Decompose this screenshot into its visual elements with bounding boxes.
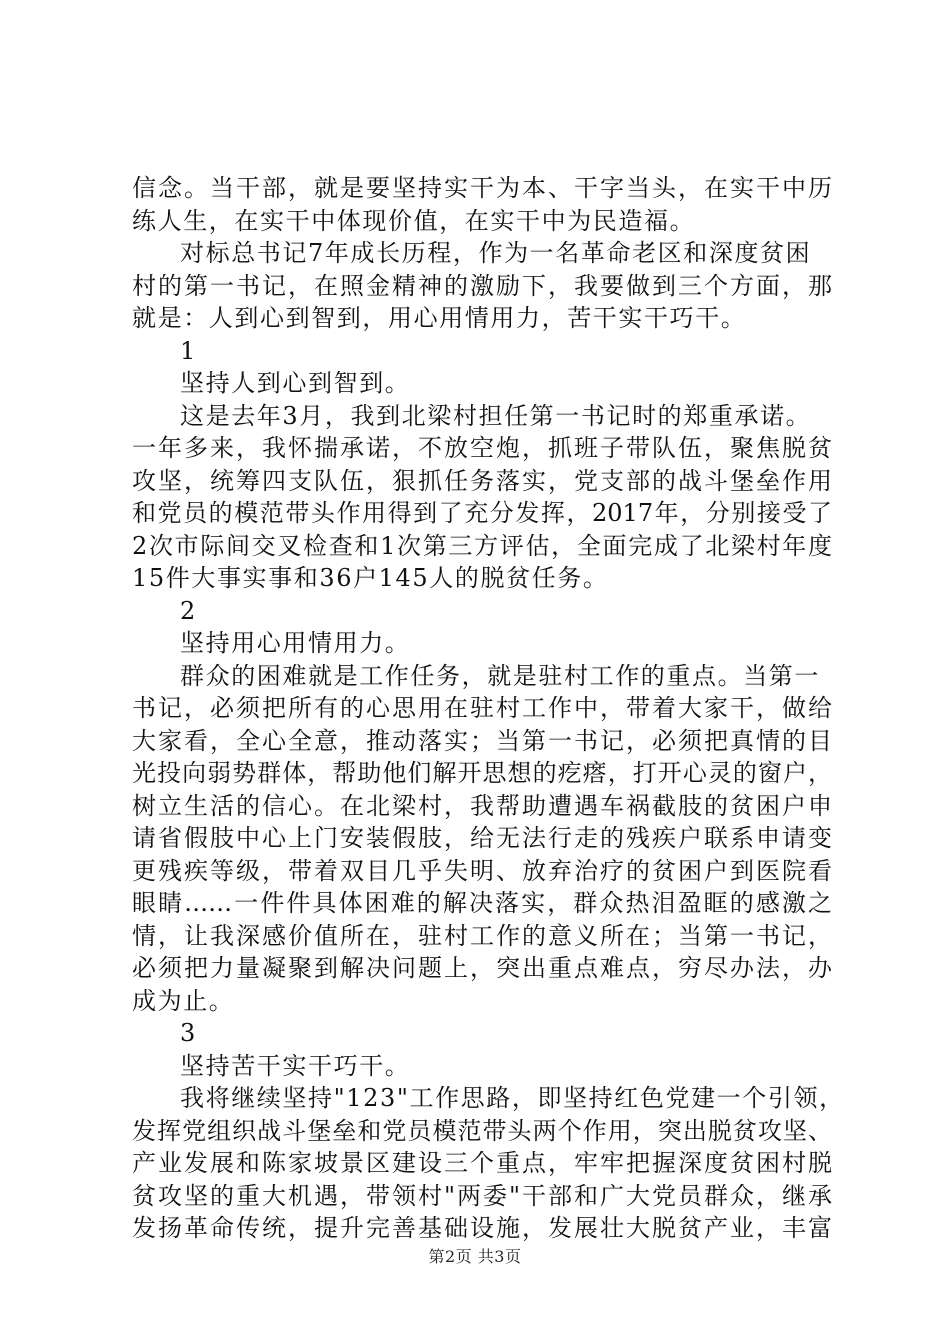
document-body <box>132 172 845 1245</box>
text-line: 树立生活的信心。在北梁村，我帮助遭遇车祸截肢的贫困户申 <box>132 791 832 820</box>
section-heading: 坚持苦干实干巧干。 <box>180 1051 411 1080</box>
text-line: 发扬革命传统，提升完善基础设施，发展壮大脱贫产业，丰富 <box>132 1214 832 1242</box>
text-line: 信念。当干部，就是要坚持实干为本、干字当头，在实干中历 <box>132 174 832 202</box>
text-line: 和党员的模范带头作用得到了充分发挥，2017年，分别接受了 <box>132 499 832 527</box>
text-line: 光投向弱势群体，帮助他们解开思想的疙瘩，打开心灵的窗户， <box>132 759 832 787</box>
text-line: 练人生，在实干中体现价值，在实干中为民造福。 <box>132 206 696 235</box>
paragraph-start-line: 群众的困难就是工作任务，就是驻村工作的重点。当第一 <box>180 661 820 690</box>
text-line: 村的第一书记，在照金精神的激励下，我要做到三个方面，那 <box>132 271 832 300</box>
text-line: 成为止。 <box>132 986 235 1015</box>
text-line: 眼睛……一件件具体困难的解决落实，群众热泪盈眶的感激之 <box>132 889 832 917</box>
text-line: 大家看，全心全意，推动落实；当第一书记，必须把真情的目 <box>132 726 832 755</box>
paragraph-start-line: 这是去年3月，我到北梁村担任第一书记时的郑重承诺。 <box>180 401 812 430</box>
text-line: 就是：人到心到智到，用心用情用力，苦干实干巧干。 <box>132 304 747 332</box>
text-line: 贫攻坚的重大机遇，带领村"两委"干部和广大党员群众，继承 <box>132 1181 832 1210</box>
text-line: 产业发展和陈家坡景区建设三个重点，牢牢把握深度贫困村脱 <box>132 1149 832 1177</box>
text-line: 更残疾等级，带着双目几乎失明、放弃治疗的贫困户到医院看 <box>132 856 832 885</box>
page-number-footer: 第2页 共3页 <box>428 1247 522 1266</box>
text-line: 2次市际间交叉检查和1次第三方评估，全面完成了北梁村年度 <box>132 531 832 560</box>
section-heading: 坚持人到心到智到。 <box>180 369 411 397</box>
paragraph-start-line: 我将继续坚持"123"工作思路，即坚持红色党建一个引领， <box>180 1084 845 1112</box>
section-heading: 坚持用心用情用力。 <box>180 629 411 657</box>
text-line: 必须把力量凝聚到解决问题上，突出重点难点，穷尽办法，办 <box>132 954 832 982</box>
text-line: 发挥党组织战斗堡垒和党员模范带头两个作用，突出脱贫攻坚、 <box>132 1116 832 1145</box>
text-line: 情，让我深感价值所在，驻村工作的意义所在；当第一书记， <box>132 921 832 950</box>
text-line: 15件大事实事和36户145人的脱贫任务。 <box>132 564 609 592</box>
paragraph-start-line: 对标总书记7年成长历程，作为一名革命老区和深度贫困 <box>180 239 812 267</box>
section-number: 1 <box>180 336 197 365</box>
text-line: 攻坚，统筹四支队伍，狠抓任务落实，党支部的战斗堡垒作用 <box>132 466 832 495</box>
section-number: 2 <box>180 596 197 625</box>
text-line: 一年多来，我怀揣承诺，不放空炮，抓班子带队伍，聚焦脱贫 <box>132 434 832 462</box>
text-line: 书记，必须把所有的心思用在驻村工作中，带着大家干，做给 <box>132 694 832 722</box>
section-number: 3 <box>180 1019 197 1047</box>
text-line: 请省假肢中心上门安装假肢，给无法行走的残疾户联系申请变 <box>132 824 832 852</box>
